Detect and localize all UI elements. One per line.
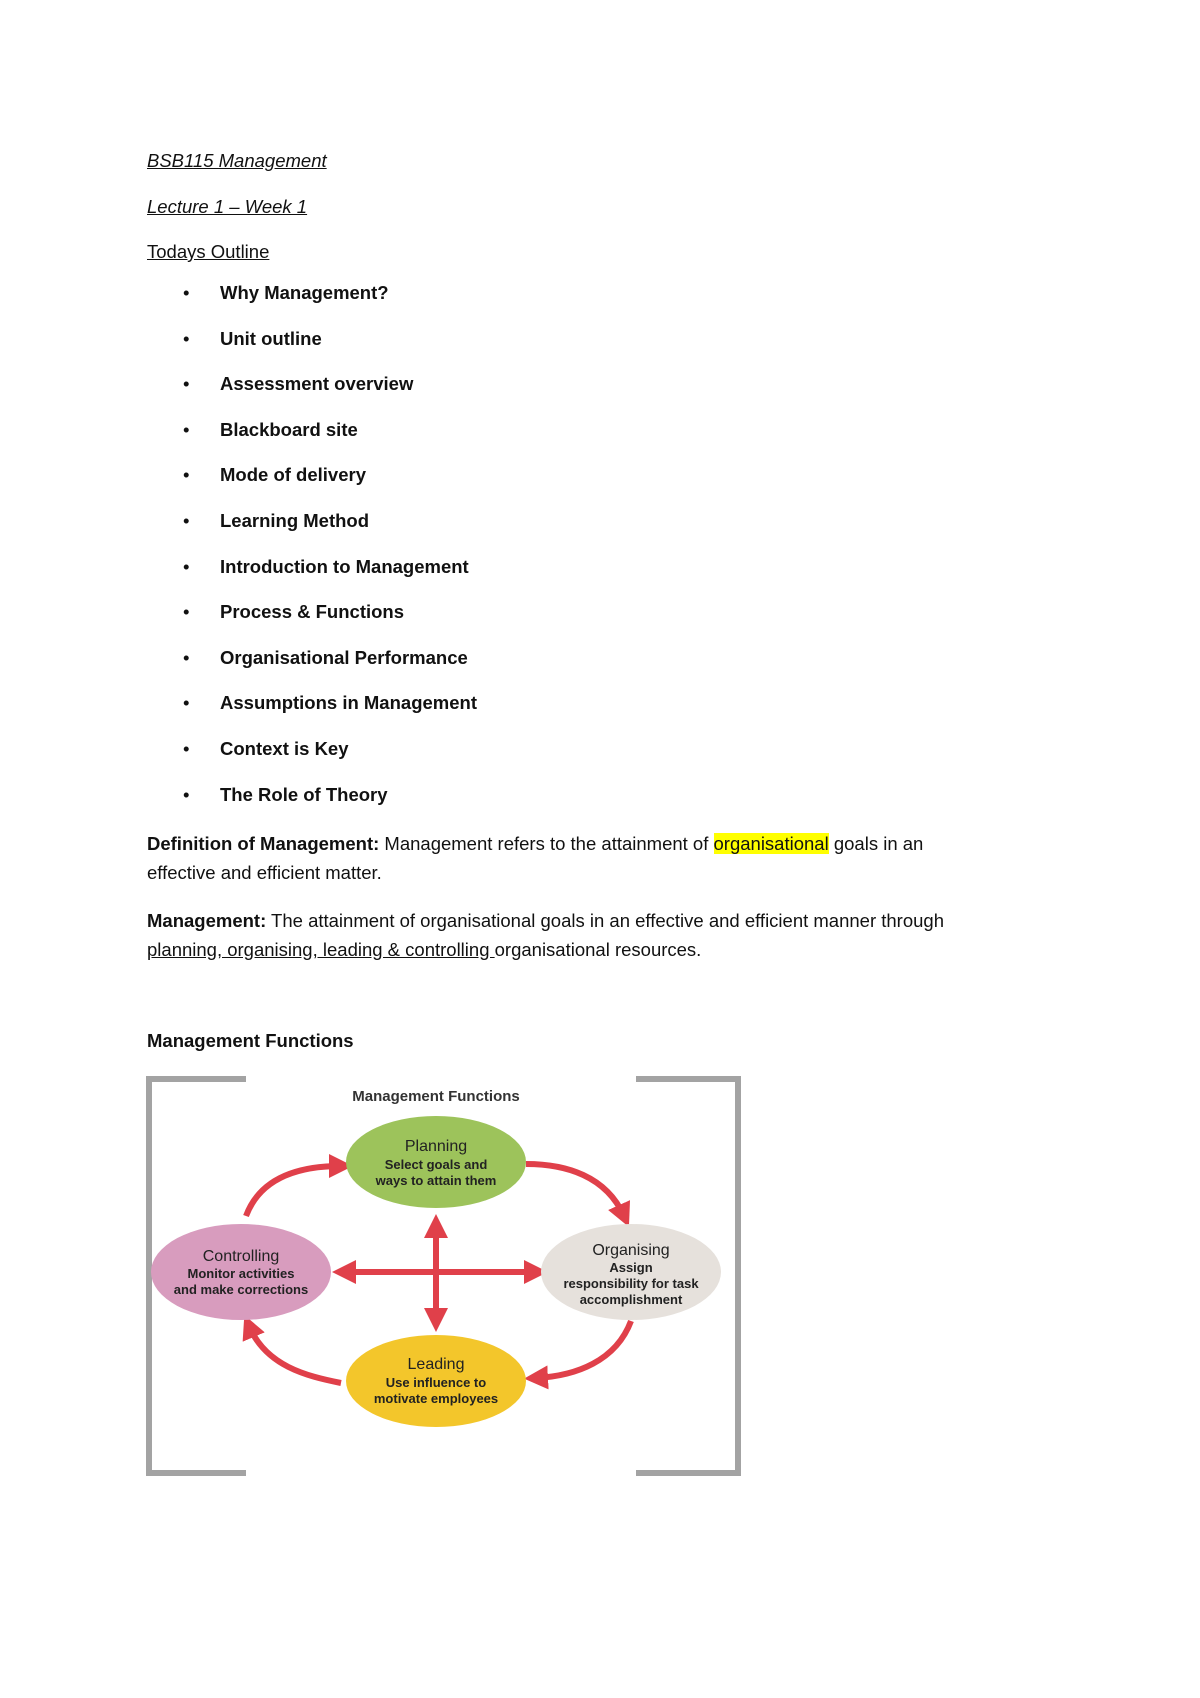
leading-to-controlling-arrow bbox=[249, 1326, 341, 1383]
functions-heading: Management Functions bbox=[147, 1030, 354, 1051]
bullet-icon: • bbox=[183, 783, 190, 805]
outline-item-text: Organisational Performance bbox=[220, 646, 468, 668]
organising-desc2: responsibility for task bbox=[563, 1276, 699, 1291]
controlling-to-planning-arrow bbox=[246, 1166, 341, 1216]
definition-text: Management refers to the attainment of bbox=[379, 833, 714, 854]
management-label: Management: bbox=[147, 910, 267, 931]
definition-text-line2: effective and efficient matter. bbox=[147, 862, 382, 883]
organising-to-leading-arrow bbox=[536, 1321, 631, 1378]
definition-paragraph bbox=[147, 829, 1047, 887]
bullet-icon: • bbox=[183, 646, 190, 668]
management-functions-underlined: planning, organising, leading & controlling bbox=[147, 939, 495, 960]
outline-item-text: Unit outline bbox=[220, 327, 322, 349]
controlling-desc1: Monitor activities bbox=[187, 1266, 295, 1281]
planning-desc1: Select goals and bbox=[384, 1157, 488, 1172]
bullet-icon: • bbox=[183, 737, 190, 759]
outline-item-text: Blackboard site bbox=[220, 418, 358, 440]
organising-label: Organising bbox=[592, 1242, 670, 1259]
controlling-label: Controlling bbox=[202, 1248, 280, 1265]
organising-desc3: accomplishment bbox=[579, 1292, 683, 1307]
management-paragraph bbox=[147, 906, 1047, 964]
bullet-icon: • bbox=[183, 601, 190, 623]
organising-desc1: Assign bbox=[609, 1260, 653, 1275]
planning-label: Planning bbox=[404, 1138, 468, 1155]
outline-item-text: Assessment overview bbox=[220, 373, 414, 395]
definition-text-end: goals in an bbox=[828, 833, 924, 854]
bullet-icon: • bbox=[183, 327, 190, 349]
outline-item-text: Process & Functions bbox=[220, 601, 405, 623]
diagram-title: Management Functions bbox=[352, 1088, 520, 1105]
outline-heading: Todays Outline bbox=[147, 241, 270, 262]
outline-item-text: Introduction to Management bbox=[220, 555, 469, 577]
management-text: The attainment of organisational goals in an effective and efficient manner through bbox=[266, 910, 945, 931]
bullet-icon: • bbox=[183, 464, 190, 486]
management-text-end: organisational resources. bbox=[494, 939, 702, 960]
management-functions-diagram bbox=[146, 1076, 746, 1476]
leading-desc1: Use influence to bbox=[385, 1375, 487, 1390]
outline-item-text: Assumptions in Management bbox=[220, 692, 477, 714]
outline-item-text: Why Management? bbox=[220, 282, 389, 303]
bullet-icon: • bbox=[183, 555, 190, 577]
definition-label: Definition of Management: bbox=[147, 833, 380, 854]
bullet-icon: • bbox=[183, 692, 190, 714]
controlling-desc2: and make corrections bbox=[173, 1282, 309, 1297]
bullet-icon: • bbox=[183, 418, 190, 440]
leading-label: Leading bbox=[407, 1356, 465, 1373]
course-title: BSB115 Management bbox=[147, 150, 327, 171]
highlighted-word: organisational bbox=[713, 833, 829, 854]
lecture-title: Lecture 1 – Week 1 bbox=[147, 196, 308, 217]
bullet-icon: • bbox=[183, 509, 190, 531]
outline-item-text: Mode of delivery bbox=[220, 464, 366, 486]
outline-item-text: The Role of Theory bbox=[220, 783, 388, 805]
leading-desc2: motivate employees bbox=[373, 1391, 499, 1406]
bullet-icon: • bbox=[183, 282, 190, 303]
planning-to-organising-arrow bbox=[526, 1164, 624, 1216]
bullet-icon: • bbox=[183, 373, 190, 395]
planning-desc2: ways to attain them bbox=[375, 1173, 497, 1188]
outline-item-text: Context is Key bbox=[220, 737, 349, 759]
outline-item-text: Learning Method bbox=[220, 509, 370, 531]
